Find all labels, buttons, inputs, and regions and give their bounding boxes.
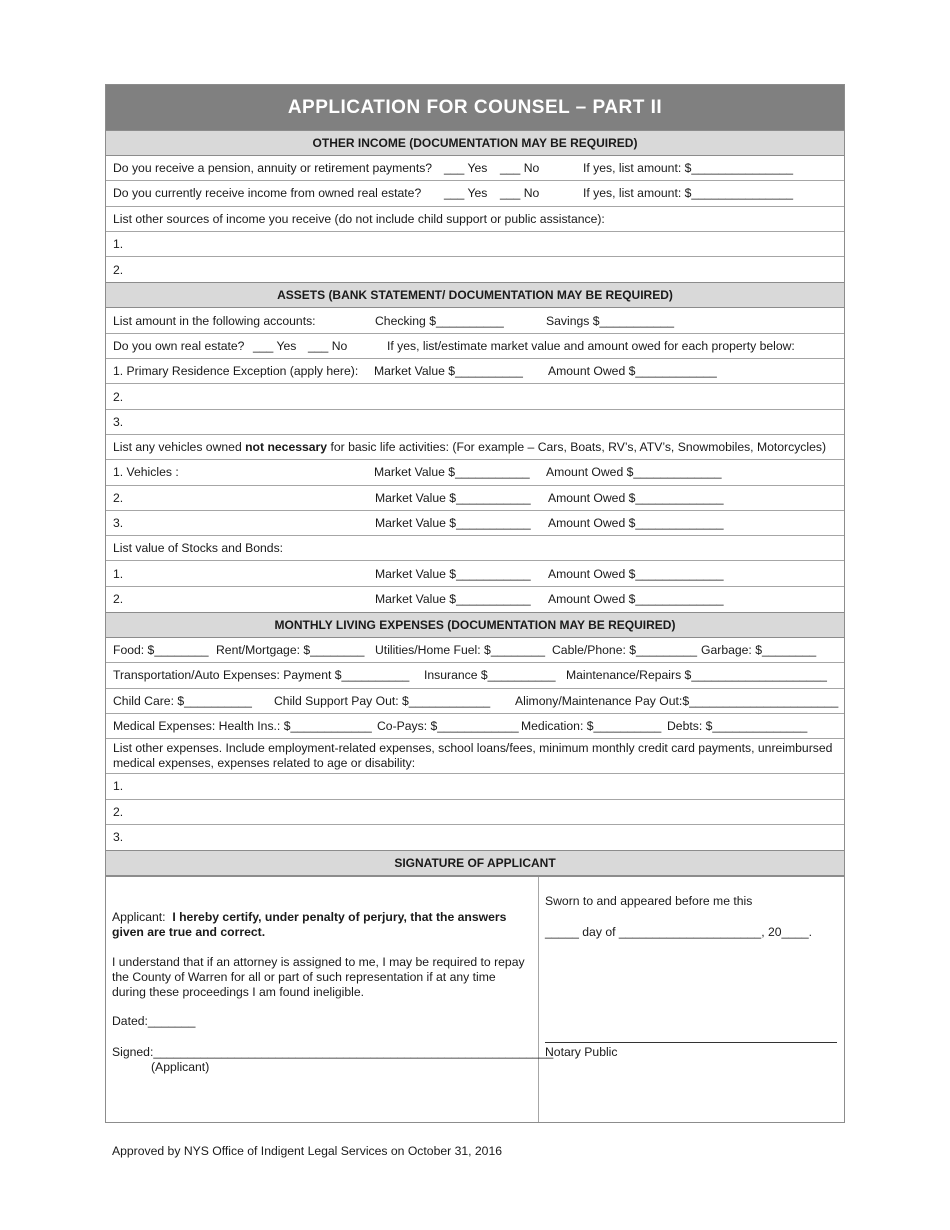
insurance-field[interactable]: Insurance $__________ xyxy=(424,668,556,683)
line-number: 1. xyxy=(113,779,124,794)
vehicles-instruction: List any vehicles owned not necessary for basic life activities: (For example – Cars, Boats, RV’s, ATV’s, Snowmobiles, Motorcycles) xyxy=(113,440,827,455)
line-number: 3. xyxy=(113,414,124,429)
vehicle-row xyxy=(106,486,844,511)
vehicle-label: 3. xyxy=(113,516,124,530)
other-source-line[interactable] xyxy=(106,257,844,282)
footer-approval: Approved by NYS Office of Indigent Legal Services on October 31, 2016 xyxy=(112,1144,503,1158)
expense-line[interactable] xyxy=(106,800,844,825)
debts-field[interactable]: Debts: $______________ xyxy=(667,719,808,734)
market-value-field[interactable]: Market Value $___________ xyxy=(375,566,531,581)
understand-text: I understand that if an attorney is assigned to me, I may be required to repay the County of Warren for all or part of such representation if at any time during these proceedings I am found ineligible. xyxy=(112,955,525,1000)
realestate-income-amount[interactable]: If yes, list amount: $_______________ xyxy=(583,186,794,201)
line-number: 2. xyxy=(113,262,124,277)
primary-residence-row xyxy=(106,359,844,384)
sworn-text: Sworn to and appeared before me this xyxy=(545,894,753,909)
own-realestate-instructions: If yes, list/estimate market value and amount owed for each property below: xyxy=(387,338,795,353)
form-title: APPLICATION FOR COUNSEL – PART II xyxy=(106,85,844,130)
realestate-income-no[interactable]: ___ No xyxy=(500,186,540,201)
signature-header: SIGNATURE OF APPLICANT xyxy=(106,850,844,876)
market-value-field[interactable]: Market Value $___________ xyxy=(375,592,531,607)
notary-signature-line[interactable] xyxy=(545,1042,837,1043)
child-care-field[interactable]: Child Care: $__________ xyxy=(113,693,252,708)
line-number: 3. xyxy=(113,830,124,845)
stocks-row xyxy=(106,536,844,561)
copays-field[interactable]: Co-Pays: $____________ xyxy=(377,719,519,734)
expense-line[interactable] xyxy=(106,774,844,799)
other-income-header: OTHER INCOME (DOCUMENTATION MAY BE REQUIRED) xyxy=(106,130,844,156)
expenses-header: MONTHLY LIVING EXPENSES (DOCUMENTATION MAY BE REQUIRED) xyxy=(106,612,844,638)
dated-field[interactable]: Dated:_______ xyxy=(112,1014,196,1029)
amount-owed-field[interactable]: Amount Owed $_____________ xyxy=(548,490,724,505)
vehicle-label: 1. Vehicles : xyxy=(113,465,179,480)
own-realestate-no[interactable]: ___ No xyxy=(308,338,348,353)
pension-no[interactable]: ___ No xyxy=(500,161,540,176)
savings-field[interactable]: Savings $___________ xyxy=(546,313,675,328)
line-number: 1. xyxy=(113,237,124,252)
rent-field[interactable]: Rent/Mortgage: $________ xyxy=(216,643,365,658)
vehicles-instruction-row xyxy=(106,435,844,460)
market-value-field[interactable]: Market Value $___________ xyxy=(374,465,530,480)
stock-label: 1. xyxy=(113,566,124,581)
other-sources-row xyxy=(106,207,844,232)
notary-label: Notary Public xyxy=(545,1045,618,1060)
day-field[interactable]: _____ day of _____________________, 20____. xyxy=(545,925,813,940)
cable-field[interactable]: Cable/Phone: $_________ xyxy=(552,643,698,658)
applicant-sub-label: (Applicant) xyxy=(151,1060,210,1075)
market-value-field[interactable]: Market Value $__________ xyxy=(374,364,523,379)
amount-owed-field[interactable]: Amount Owed $____________ xyxy=(548,364,717,379)
accounts-label: List amount in the following accounts: xyxy=(113,313,316,328)
maintenance-field[interactable]: Maintenance/Repairs $____________________ xyxy=(566,668,827,683)
application-form xyxy=(105,84,845,1123)
expense-line[interactable] xyxy=(106,825,844,850)
stocks-label: List value of Stocks and Bonds: xyxy=(113,541,284,556)
line-number: 2. xyxy=(113,804,124,819)
notary-block xyxy=(539,877,844,1122)
realestate-income-question: Do you currently receive income from owned real estate? xyxy=(113,186,422,201)
market-value-field[interactable]: Market Value $___________ xyxy=(375,490,531,505)
primary-residence-label: 1. Primary Residence Exception (apply here): xyxy=(113,364,359,379)
amount-owed-field[interactable]: Amount Owed $_____________ xyxy=(548,566,724,581)
other-sources-label: List other sources of income you receive (do not include child support or public assistance): xyxy=(113,211,605,226)
amount-owed-field[interactable]: Amount Owed $_____________ xyxy=(548,516,724,530)
assets-header: ASSETS (BANK STATEMENT/ DOCUMENTATION MAY BE REQUIRED) xyxy=(106,282,844,308)
signed-field[interactable]: Signed:___________________________________________________________ xyxy=(112,1045,554,1060)
property-line[interactable] xyxy=(106,410,844,435)
amount-owed-field[interactable]: Amount Owed $_____________ xyxy=(548,592,724,607)
vehicle-row xyxy=(106,460,844,485)
food-field[interactable]: Food: $________ xyxy=(113,643,209,658)
alimony-field[interactable]: Alimony/Maintenance Pay Out:$______________________ xyxy=(515,693,839,708)
medication-field[interactable]: Medication: $__________ xyxy=(521,719,662,734)
vehicle-label: 2. xyxy=(113,490,124,505)
line-number: 2. xyxy=(113,389,124,404)
own-realestate-row xyxy=(106,334,844,359)
utilities-field[interactable]: Utilities/Home Fuel: $________ xyxy=(375,643,546,658)
expenses-row xyxy=(106,638,844,663)
own-realestate-question: Do you own real estate? xyxy=(113,338,245,353)
accounts-row xyxy=(106,308,844,333)
stock-row xyxy=(106,587,844,612)
pension-question: Do you receive a pension, annuity or retirement payments? xyxy=(113,161,433,176)
amount-owed-field[interactable]: Amount Owed $_____________ xyxy=(546,465,722,480)
property-line[interactable] xyxy=(106,384,844,409)
vehicle-row xyxy=(106,511,844,536)
stock-row xyxy=(106,561,844,586)
stock-label: 2. xyxy=(113,592,124,607)
realestate-income-row xyxy=(106,181,844,206)
expenses-row xyxy=(106,663,844,688)
pension-yes[interactable]: ___ Yes xyxy=(444,161,488,176)
pension-amount[interactable]: If yes, list amount: $_______________ xyxy=(583,161,794,176)
other-expenses-row xyxy=(106,739,844,774)
pension-row xyxy=(106,156,844,181)
child-support-field[interactable]: Child Support Pay Out: $____________ xyxy=(274,693,491,708)
own-realestate-yes[interactable]: ___ Yes xyxy=(253,338,297,353)
garbage-field[interactable]: Garbage: $________ xyxy=(701,643,817,658)
realestate-income-yes[interactable]: ___ Yes xyxy=(444,186,488,201)
health-insurance-field[interactable]: Medical Expenses: Health Ins.: $____________ xyxy=(113,719,372,734)
expenses-row xyxy=(106,714,844,739)
market-value-field[interactable]: Market Value $___________ xyxy=(375,516,531,530)
applicant-block xyxy=(106,877,554,1122)
checking-field[interactable]: Checking $__________ xyxy=(375,313,504,328)
other-expenses-label: List other expenses. Include employment-related expenses, school loans/fees, minimum monthly credit card payments, unreimbursed medical expenses, expenses related to age or disability: xyxy=(113,741,833,771)
expenses-row xyxy=(106,689,844,714)
certify-text: Applicant: I hereby certify, under penalty of perjury, that the answers given are true and correct. xyxy=(112,910,507,940)
other-source-line[interactable] xyxy=(106,232,844,257)
transportation-field[interactable]: Transportation/Auto Expenses: Payment $__________ xyxy=(113,668,410,683)
signature-section xyxy=(106,876,844,1122)
